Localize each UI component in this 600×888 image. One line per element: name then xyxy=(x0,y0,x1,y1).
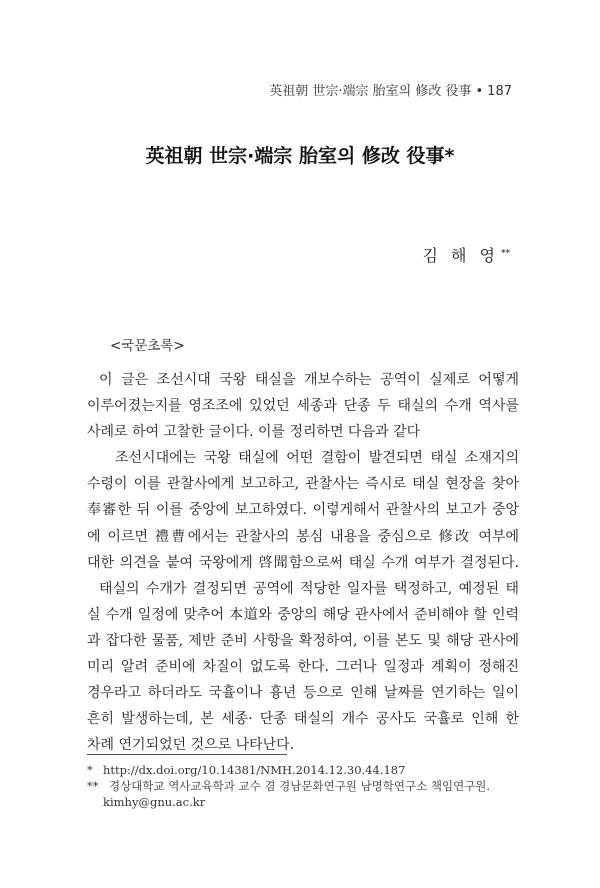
abstract-line: 태실의 수개가 결정되면 공역에 적당한 일자를 택정하고, 예정된 태 xyxy=(99,580,519,597)
abstract-body xyxy=(87,367,519,758)
abstract-line: 사례로 하여 고찰한 글이다. 이를 정리하면 다음과 같다 xyxy=(87,424,421,441)
abstract-line: 실 수개 일정에 맞추어 本道와 중앙의 해당 관사에서 준비해야 할 인력 xyxy=(87,606,519,623)
abstract-line: 이루어졌는지를 영조조에 있었던 세종과 단종 두 태실의 수개 역사를 xyxy=(87,398,519,415)
abstract-line: 奉審한 뒤 이를 중앙에 보고하였다. 이렇게해서 관찰사의 보고가 중앙 xyxy=(87,502,519,519)
footnote-doi xyxy=(87,762,527,778)
abstract-line: 과 잡다한 물품, 제반 준비 사항을 확정하여, 이를 본도 및 해당 관사에 xyxy=(87,632,519,649)
footnote-mark: * xyxy=(87,763,93,777)
footnote-mark: ** xyxy=(87,779,99,793)
author-footnote-mark: ** xyxy=(501,249,510,259)
author-affiliation: 경상대학교 역사교육학과 교수 겸 경남문화연구원 남명학연구소 책임연구원. xyxy=(109,779,491,793)
abstract-line: 대한 의견을 붙여 국왕에게 啓聞함으로써 태실 수개 여부가 결정된다. xyxy=(87,554,519,571)
header-bullet: • xyxy=(475,84,484,99)
abstract-line: 미리 알려 준비에 차질이 없도록 한다. 그러나 일정과 계획이 정해진 xyxy=(87,659,519,676)
abstract-line: 조선시대에는 국왕 태실에 어떤 결함이 발견되면 태실 소재지의 xyxy=(115,450,519,467)
abstract-label: <국문초록> xyxy=(110,338,185,354)
running-header xyxy=(269,80,512,99)
footnotes xyxy=(87,762,527,810)
abstract-line: 수령이 이를 관찰사에게 보고하고, 관찰사는 즉시로 태실 현장을 찾아 xyxy=(87,476,519,493)
author-name: 김 해 영 xyxy=(422,246,499,265)
author xyxy=(422,243,510,266)
abstract-line: 흔히 발생하는데, 본 세종· 단종 태실의 개수 공사도 국휼로 인해 한 xyxy=(87,711,519,728)
abstract-line: 에 이르면 禮曹에서는 관찰사의 봉심 내용을 중심으로 修改 여부에 xyxy=(87,528,519,545)
footnote-author-affiliation xyxy=(87,778,527,794)
author-email[interactable]: kimhy@gnu.ac.kr xyxy=(103,795,206,809)
running-title: 英祖朝 世宗·端宗 胎室의 修改 役事 xyxy=(269,84,472,99)
abstract-line: 이 글은 조선시대 국왕 태실을 개보수하는 공역이 실제로 어떻게 xyxy=(99,372,519,388)
footnote-divider xyxy=(87,754,287,755)
article-title: 英祖朝 世宗·端宗 胎室의 修改 役事* xyxy=(145,145,455,167)
page-number: 187 xyxy=(487,84,512,99)
doi-link[interactable]: http://dx.doi.org/10.14381/NMH.2014.12.30.44.187 xyxy=(103,763,406,777)
abstract-line: 경우라고 하더라도 국휼이나 흉년 등으로 인해 날짜를 연기하는 일이 xyxy=(87,685,519,702)
abstract-line: 차례 연기되었던 것으로 나타난다. xyxy=(87,737,295,754)
footnote-email xyxy=(87,794,527,810)
